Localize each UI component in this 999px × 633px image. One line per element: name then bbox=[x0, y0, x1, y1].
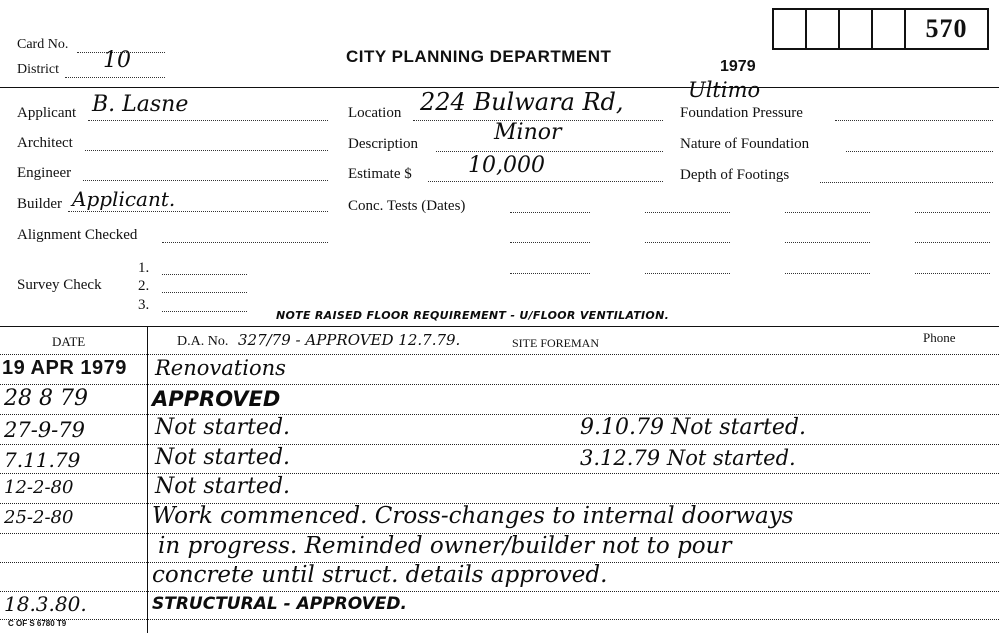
log-entry: Work commenced. Cross-changes to internal doorways bbox=[152, 503, 794, 529]
survey-2-line bbox=[162, 292, 247, 293]
number-box-cell bbox=[774, 10, 807, 48]
estimate-line bbox=[428, 181, 663, 182]
conc-line-3a bbox=[510, 273, 590, 274]
conc-line-2a bbox=[510, 242, 590, 243]
log-row-rule bbox=[0, 473, 999, 474]
log-column-divider bbox=[147, 326, 148, 633]
applicant-label: Applicant bbox=[17, 105, 77, 121]
conc-line-1a bbox=[510, 212, 590, 213]
survey-1: 1. bbox=[138, 260, 150, 276]
estimate-label: Estimate $ bbox=[348, 166, 412, 182]
log-date: 7.11.79 bbox=[4, 448, 81, 472]
description-value: Minor bbox=[494, 120, 562, 145]
architect-label: Architect bbox=[17, 135, 73, 151]
log-entry: Not started. bbox=[155, 474, 291, 499]
log-entry: Not started. bbox=[155, 445, 291, 470]
log-entry: concrete until struct. details approved. bbox=[152, 562, 608, 588]
note-text: NOTE RAISED FLOOR REQUIREMENT - U/FLOOR VENTILATION. bbox=[276, 309, 670, 322]
da-no-label: D.A. No. bbox=[177, 334, 229, 349]
log-entry: in progress. Reminded owner/builder not to pour bbox=[158, 533, 732, 559]
log-entry: Not started. bbox=[155, 415, 291, 440]
conc-line-3c bbox=[785, 273, 870, 274]
conc-line-2c bbox=[785, 242, 870, 243]
conc-line-3d bbox=[915, 273, 990, 274]
depth-of-footings-label: Depth of Footings bbox=[680, 167, 790, 183]
log-top-divider bbox=[0, 326, 999, 327]
location-suburb: Ultimo bbox=[688, 78, 761, 102]
log-entry: Renovations bbox=[155, 356, 286, 380]
nature-line bbox=[846, 151, 993, 152]
log-date: 12-2-80 bbox=[4, 477, 74, 498]
conc-line-1b bbox=[645, 212, 730, 213]
engineer-label: Engineer bbox=[17, 165, 72, 181]
survey-label: Survey Check bbox=[17, 277, 102, 293]
date-column-label: DATE bbox=[52, 334, 86, 349]
survey-3-line bbox=[162, 311, 247, 312]
log-entry-secondary: 9.10.79 Not started. bbox=[580, 415, 806, 440]
survey-3: 3. bbox=[138, 297, 150, 313]
conc-line-1d bbox=[915, 212, 990, 213]
conc-line-2b bbox=[645, 242, 730, 243]
location-label: Location bbox=[348, 105, 402, 121]
depth-line bbox=[820, 182, 993, 183]
log-entry: STRUCTURAL - APPROVED. bbox=[152, 594, 407, 614]
survey-2: 2. bbox=[138, 278, 150, 294]
conc-line-1c bbox=[785, 212, 870, 213]
applicant-line bbox=[88, 120, 328, 121]
form-code: C OF S 6780 T9 bbox=[8, 619, 67, 628]
builder-label: Builder bbox=[17, 196, 62, 212]
year: 1979 bbox=[720, 58, 756, 75]
description-label: Description bbox=[348, 136, 418, 152]
builder-line bbox=[68, 211, 328, 212]
log-header-rule bbox=[0, 354, 999, 355]
conc-line-2d bbox=[915, 242, 990, 243]
log-date: 25-2-80 bbox=[4, 507, 74, 528]
log-row-rule bbox=[0, 591, 999, 592]
foundation-pressure-label: Foundation Pressure bbox=[680, 105, 803, 121]
log-date: 27-9-79 bbox=[4, 418, 85, 442]
log-date: 19 APR 1979 bbox=[2, 357, 127, 379]
phone-label: Phone bbox=[923, 330, 956, 345]
nature-of-foundation-label: Nature of Foundation bbox=[680, 136, 810, 152]
survey-1-line bbox=[162, 274, 247, 275]
alignment-label: Alignment Checked bbox=[17, 227, 138, 243]
card-no-label: Card No. bbox=[17, 37, 69, 52]
log-date: 18.3.80. bbox=[4, 592, 87, 616]
card-number-box bbox=[772, 8, 989, 50]
engineer-line bbox=[83, 180, 328, 181]
log-entry: APPROVED bbox=[152, 387, 281, 411]
district-label: District bbox=[17, 62, 59, 77]
department-title: CITY PLANNING DEPARTMENT bbox=[346, 47, 612, 66]
district-line bbox=[65, 77, 165, 78]
log-entry-secondary: 3.12.79 Not started. bbox=[580, 446, 796, 470]
number-box-cell bbox=[873, 10, 906, 48]
location-value: 224 Bulwara Rd, bbox=[420, 88, 624, 116]
log-row-rule bbox=[0, 414, 999, 415]
architect-line bbox=[85, 150, 328, 151]
conc-line-3b bbox=[645, 273, 730, 274]
da-no-value: 327/79 - APPROVED 12.7.79. bbox=[238, 331, 461, 349]
site-foreman-label: SITE FOREMAN bbox=[512, 336, 600, 350]
log-row-rule bbox=[0, 619, 999, 620]
alignment-line bbox=[162, 242, 328, 243]
description-line bbox=[436, 151, 663, 152]
district-value: 10 bbox=[103, 48, 131, 73]
number-box-cell bbox=[807, 10, 840, 48]
foundation-pressure-line bbox=[835, 120, 993, 121]
builder-value: Applicant. bbox=[72, 187, 176, 211]
log-row-rule bbox=[0, 444, 999, 445]
number-box-cell bbox=[840, 10, 873, 48]
log-row-rule bbox=[0, 384, 999, 385]
conc-tests-label: Conc. Tests (Dates) bbox=[348, 198, 466, 214]
log-date: 28 8 79 bbox=[4, 386, 88, 411]
card-number: 570 bbox=[925, 14, 968, 43]
estimate-value: 10,000 bbox=[468, 153, 545, 178]
applicant-value: B. Lasne bbox=[92, 92, 189, 117]
